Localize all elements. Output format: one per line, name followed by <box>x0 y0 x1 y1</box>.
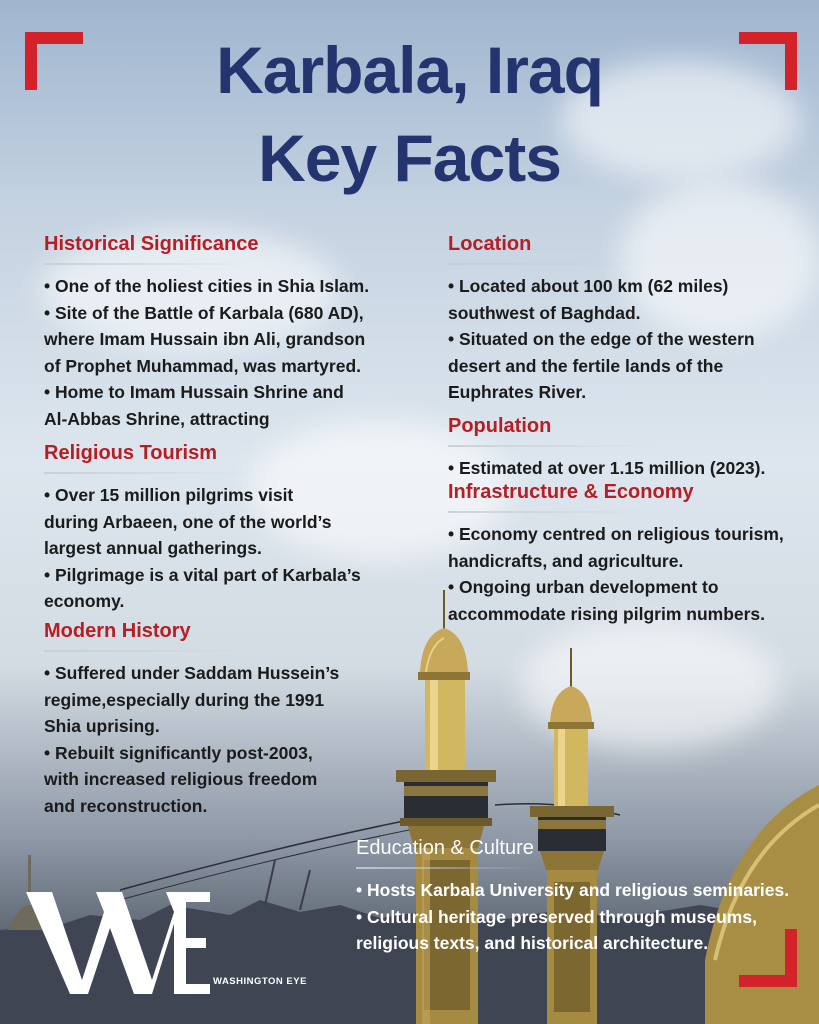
text-line: • Ongoing urban development to <box>448 577 719 597</box>
page-title-line2: Key Facts <box>258 121 561 195</box>
text-line: • Rebuilt significantly post-2003, <box>44 742 313 763</box>
text-line: • Suffered under Saddam Hussein’s <box>44 663 340 683</box>
text-line: • Situated on the edge of the western <box>448 329 755 349</box>
divider <box>356 867 536 869</box>
text-line: of Prophet Muhammad, was martyred. <box>44 355 362 376</box>
text-line: and reconstruction. <box>44 795 208 816</box>
section-body <box>448 455 808 482</box>
text-line: regime,especially during the 1991 <box>44 689 325 710</box>
text-line: religious texts, and historical architecture. <box>356 933 709 953</box>
section-religious-tourism <box>44 440 404 615</box>
text-line: Shia uprising. <box>44 716 160 736</box>
section-title: Population <box>448 415 552 437</box>
section-title: Location <box>448 233 532 255</box>
text-line: • Cultural heritage preserved through museums, <box>356 906 757 927</box>
text-line: Al-Abbas Shrine, attracting <box>44 408 270 429</box>
section-education-culture <box>356 835 806 957</box>
page-title-line1: Karbala, Iraq <box>216 33 603 107</box>
text-line: • Pilgrimage is a vital part of Karbala’s <box>44 564 361 585</box>
text-line: • One of the holiest cities in Shia Islam. <box>44 276 370 296</box>
washington-eye-logo-icon <box>24 872 214 1002</box>
text-line: during Arbaeen, one of the world’s <box>44 511 332 532</box>
text-line: • Estimated at over 1.15 million (2023). <box>448 458 766 478</box>
divider <box>44 650 254 652</box>
section-population <box>448 413 808 482</box>
text-line: Euphrates River. <box>448 382 587 402</box>
section-body <box>448 521 808 627</box>
section-title: Infrastructure & Economy <box>448 481 694 503</box>
divider <box>448 263 658 265</box>
text-line: with increased religious freedom <box>44 769 318 789</box>
text-line: accommodate rising pilgrim numbers. <box>448 603 766 624</box>
section-body <box>448 273 808 406</box>
text-line: • Hosts Karbala University and religious seminaries. <box>356 880 790 900</box>
text-line: • Home to Imam Hussain Shrine and <box>44 382 344 402</box>
text-line: • Site of the Battle of Karbala (680 AD), <box>44 302 364 323</box>
text-line: southwest of Baghdad. <box>448 302 641 323</box>
section-title: Education & Culture <box>356 837 534 859</box>
section-historical-significance <box>44 231 404 432</box>
section-title: Religious Tourism <box>44 442 217 464</box>
section-infrastructure-economy <box>448 479 808 627</box>
section-modern-history <box>44 618 404 819</box>
section-body <box>44 482 404 615</box>
logo-wordmark: WASHINGTON EYE <box>213 976 307 987</box>
text-line: largest annual gatherings. <box>44 538 262 558</box>
divider <box>448 445 658 447</box>
section-title: Historical Significance <box>44 233 259 255</box>
section-body <box>44 660 404 819</box>
text-line: desert and the fertile lands of the <box>448 355 724 376</box>
section-title: Modern History <box>44 620 191 642</box>
section-body <box>44 273 404 432</box>
text-line: handicrafts, and agriculture. <box>448 550 684 571</box>
section-body <box>356 877 806 957</box>
divider <box>448 511 658 513</box>
text-line: • Economy centred on religious tourism, <box>448 524 784 544</box>
divider <box>44 472 254 474</box>
text-line: where Imam Hussain ibn Ali, grandson <box>44 329 366 349</box>
section-location <box>448 231 808 406</box>
text-line: • Located about 100 km (62 miles) <box>448 276 729 296</box>
divider <box>44 263 254 265</box>
text-line: economy. <box>44 591 125 611</box>
text-line: • Over 15 million pilgrims visit <box>44 485 294 505</box>
